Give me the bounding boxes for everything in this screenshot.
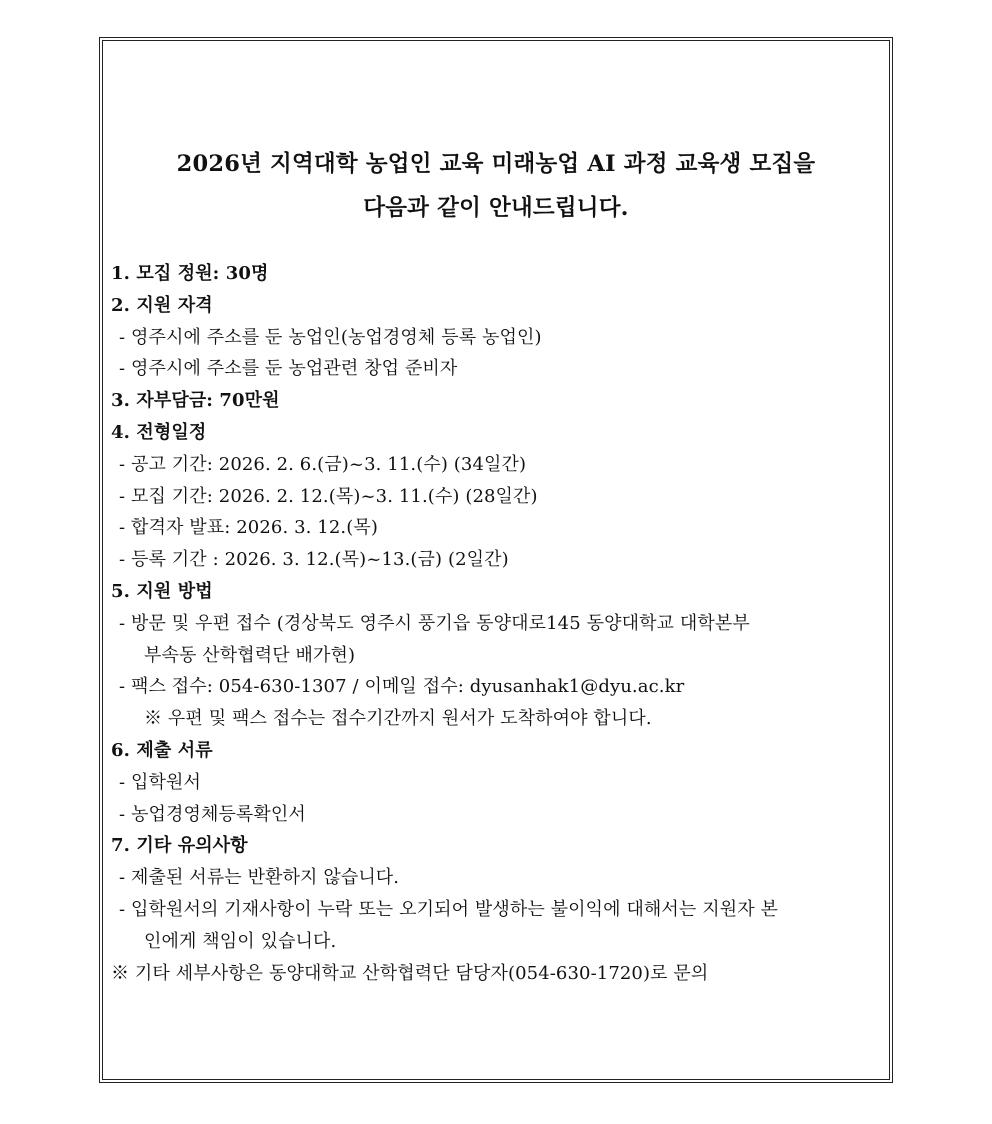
section-heading: 1. 모집 정원: 30명 xyxy=(111,263,269,284)
body-line: - 영주시에 주소를 둔 농업관련 창업 준비자 xyxy=(119,358,458,380)
notice-title-line-1: 2026년 지역대학 농업인 교육 미래농업 AI 과정 교육생 모집을 xyxy=(176,151,816,177)
body-line: - 입학원서의 기재사항이 누락 또는 오기되어 발생하는 불이익에 대해서는 지원자 본 xyxy=(119,899,778,920)
body-line: - 모집 기간: 2026. 2. 12.(목)~3. 11.(수) (28일간) xyxy=(119,485,538,507)
body-line: - 등록 기간 : 2026. 3. 12.(목)~13.(금) (2일간) xyxy=(119,549,509,571)
section-heading: 6. 제출 서류 xyxy=(111,740,213,761)
body-line: - 제출된 서류는 반환하지 않습니다. xyxy=(119,867,400,889)
section-heading: 7. 기타 유의사항 xyxy=(111,835,248,857)
section-heading: 4. 전형일정 xyxy=(111,422,207,443)
section-heading: 3. 자부담금: 70만원 xyxy=(111,390,280,412)
body-line: - 영주시에 주소를 둔 농업인(농업경영체 등록 농업인) xyxy=(119,326,542,348)
body-line: 부속동 산학협력단 배가현) xyxy=(144,644,356,666)
body-line: - 팩스 접수: 054-630-1307 / 이메일 접수: dyusanhak1@dyu.ac.kr xyxy=(119,676,685,698)
body-line: - 방문 및 우편 접수 (경상북도 영주시 풍기읍 동양대로145 동양대학교 대학본부 xyxy=(119,612,750,634)
section-heading: 2. 지원 자격 xyxy=(111,294,213,316)
footer-note: ※ 기타 세부사항은 동양대학교 산학협력단 담당자(054-630-1720)로 문의 xyxy=(111,962,709,984)
notice-title-line-2: 다음과 같이 안내드립니다. xyxy=(363,195,629,221)
section-heading: 5. 지원 방법 xyxy=(111,581,213,602)
body-line: - 농업경영체등록확인서 xyxy=(119,803,306,825)
body-line: - 합격자 발표: 2026. 3. 12.(목) xyxy=(119,517,378,539)
body-line: - 공고 기간: 2026. 2. 6.(금)~3. 11.(수) (34일간) xyxy=(119,453,527,475)
body-line: 인에게 책임이 있습니다. xyxy=(144,930,337,952)
body-line: ※ 우편 및 팩스 접수는 접수기간까지 원서가 도착하여야 합니다. xyxy=(144,708,652,730)
body-line: - 입학원서 xyxy=(119,771,201,793)
